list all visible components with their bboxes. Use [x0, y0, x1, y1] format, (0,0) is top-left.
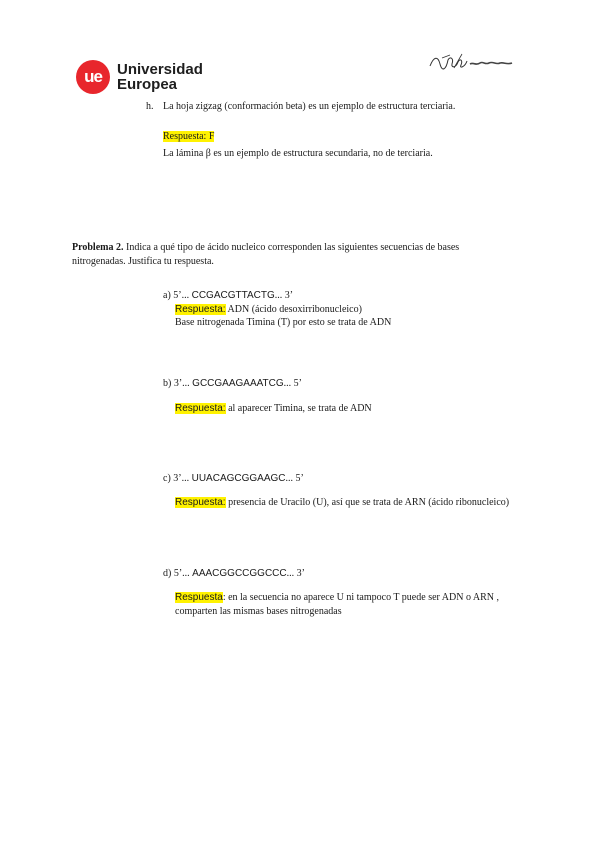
sequence-c-bases: UUACAGCGGAAGC: [191, 473, 286, 484]
answer-a-label: Respuesta:: [175, 304, 226, 315]
item-h-answer: [163, 130, 214, 144]
answer-c-text: presencia de Uracilo (U), así que se trata de ARN (ácido ribonucleico): [225, 497, 510, 508]
problem-2-statement: [72, 241, 512, 269]
answer-a: [175, 303, 362, 317]
logo-mark: ue: [76, 60, 110, 94]
sequence-d-prefix: d) 5’...: [163, 568, 193, 579]
answer-b: [175, 402, 372, 416]
answer-d-extra: comparten las mismas bases nitrogenadas: [175, 606, 342, 617]
problem-2-title: Problema 2.: [72, 242, 124, 253]
sequence-c-suffix: ... 5’: [285, 473, 304, 484]
sequence-b-suffix: ... 5’: [283, 378, 303, 389]
logo-line-1: Universidad: [117, 61, 203, 78]
answer-d-label: Respuesta: [175, 592, 223, 603]
answer-c: [175, 496, 509, 510]
answer-a-text: ADN (ácido desoxirribonucleico): [225, 304, 362, 315]
item-h-letter: h.: [146, 101, 154, 112]
sequence-d: [163, 567, 305, 581]
answer-c-label: Respuesta:: [175, 497, 226, 508]
logo-text: [117, 62, 203, 92]
sequence-b-bases: GCCGAAGAAATCG: [192, 378, 284, 389]
answer-a-extra: Base nitrogenada Timina (T) por esto se trata de ADN: [175, 317, 392, 328]
sequence-b: [163, 377, 302, 391]
handwritten-signature-icon: [428, 52, 514, 74]
answer-b-text: al aparecer Timina, se trata de ADN: [225, 403, 372, 414]
sequence-c-prefix: c) 3’...: [163, 473, 192, 484]
sequence-d-bases: AAACGGCCGGCCC: [192, 568, 287, 579]
sequence-c: [163, 472, 304, 486]
sequence-a-prefix: a) 5’...: [163, 290, 192, 301]
logo-line-2: Europea: [117, 76, 178, 93]
answer-d: [175, 591, 499, 605]
item-h-answer-label: Respuesta: F: [163, 131, 215, 142]
answer-b-label: Respuesta:: [175, 403, 226, 414]
answer-d-text: : en la secuencia no aparece U ni tampoco T puede ser ADN o ARN ,: [222, 592, 500, 603]
sequence-d-suffix: ... 3’: [286, 568, 305, 579]
sequence-a-suffix: ... 3’: [274, 290, 294, 301]
problem-2-text: Indica a qué tipo de ácido nucleico corresponden las siguientes secuencias de bases nitrogenadas. Justifica tu respuesta.: [72, 242, 460, 267]
sequence-a: [163, 289, 293, 303]
item-h-text: La hoja zigzag (conformación beta) es un ejemplo de estructura terciaria.: [163, 101, 456, 112]
item-h-explanation: La lámina β es un ejemplo de estructura secundaria, no de terciaria.: [163, 148, 433, 159]
sequence-a-bases: CCGACGTTACTG: [191, 290, 275, 301]
university-logo: [76, 60, 203, 94]
sequence-b-prefix: b) 3’...: [163, 378, 193, 389]
